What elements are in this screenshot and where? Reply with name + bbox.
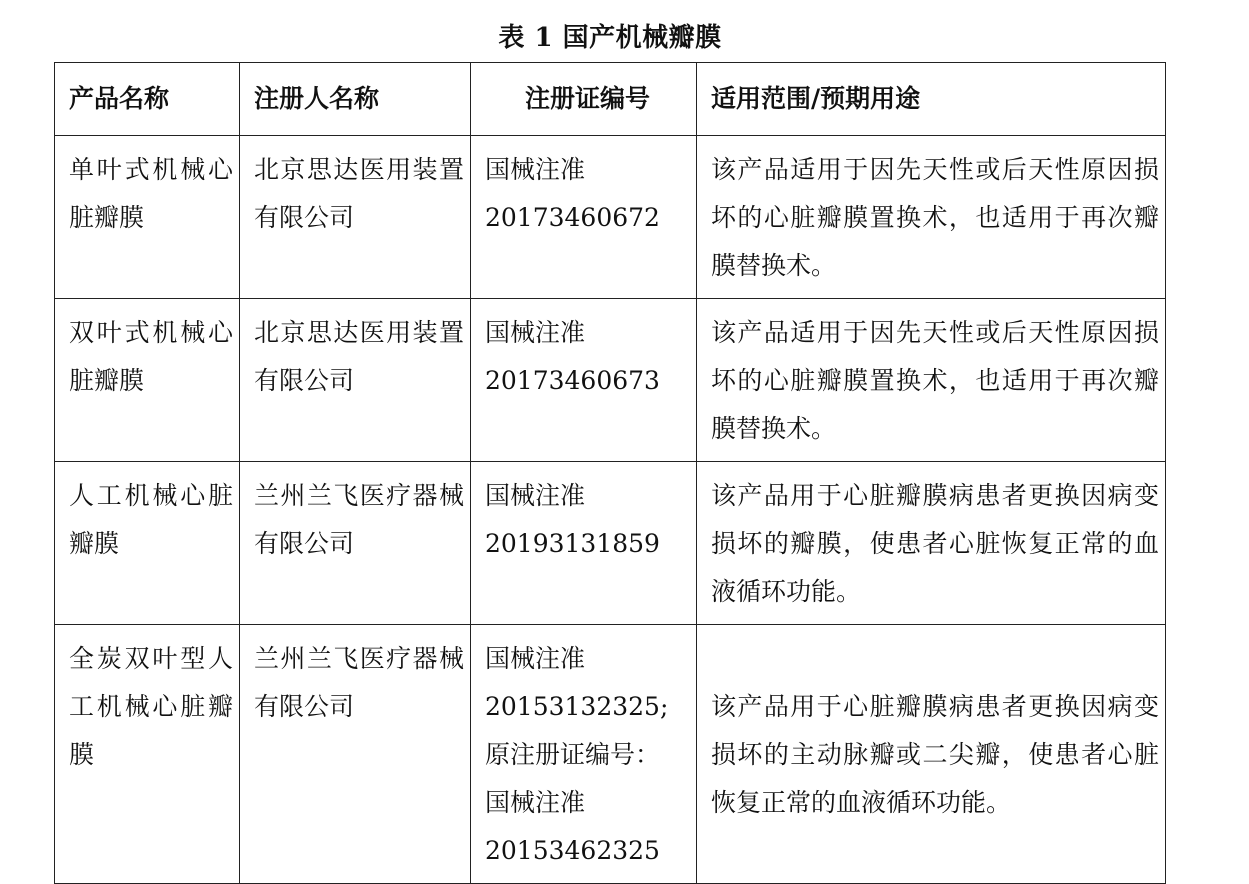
registrant-cell: 兰州兰飞医疗器械有限公司 — [240, 462, 471, 625]
product-name-cell: 全炭双叶型人工机械心脏瓣膜 — [55, 625, 240, 884]
certificate-cell — [471, 625, 697, 884]
header-registrant-name: 注册人名称 — [240, 63, 471, 136]
product-name-cell: 人工机械心脏瓣膜 — [55, 462, 240, 625]
intended-use-cell: 该产品适用于因先天性或后天性原因损坏的心脏瓣膜置换术，也适用于再次瓣膜替换术。 — [697, 136, 1166, 299]
table-row — [55, 462, 1166, 625]
certificate-line: 国械注准 — [485, 788, 586, 817]
certificate-cell — [471, 462, 697, 625]
certificate-line: 原注册证编号： — [485, 740, 661, 769]
certificate-line: 国械注准 — [485, 481, 586, 510]
intended-use-cell: 该产品用于心脏瓣膜病患者更换因病变损坏的主动脉瓣或二尖瓣，使患者心脏恢复正常的血液循环功能。 — [697, 625, 1166, 884]
certificate-cell — [471, 299, 697, 462]
registrant-cell: 北京思达医用装置有限公司 — [240, 299, 471, 462]
header-product-name: 产品名称 — [55, 63, 240, 136]
table-header-row — [55, 63, 1166, 136]
intended-use-cell: 该产品用于心脏瓣膜病患者更换因病变损坏的瓣膜，使患者心脏恢复正常的血液循环功能。 — [697, 462, 1166, 625]
certificate-line: 20173460672 — [485, 203, 660, 232]
certificate-line: 20153132325; — [485, 692, 669, 721]
registrant-cell: 兰州兰飞医疗器械有限公司 — [240, 625, 471, 884]
table-row — [55, 625, 1166, 884]
certificate-cell — [471, 136, 697, 299]
table-row — [55, 299, 1166, 462]
certificate-line: 20173460673 — [485, 366, 660, 395]
table-row — [55, 136, 1166, 299]
certificate-line: 20193131859 — [485, 529, 660, 558]
table-title: 表 1 国产机械瓣膜 — [498, 23, 722, 53]
header-intended-use: 适用范围/预期用途 — [697, 63, 1166, 136]
device-table — [54, 62, 1166, 884]
intended-use-cell: 该产品适用于因先天性或后天性原因损坏的心脏瓣膜置换术，也适用于再次瓣膜替换术。 — [697, 299, 1166, 462]
certificate-line: 国械注准 — [485, 155, 586, 184]
certificate-line: 国械注准 — [485, 318, 586, 347]
registrant-cell: 北京思达医用装置有限公司 — [240, 136, 471, 299]
product-name-cell: 双叶式机械心脏瓣膜 — [55, 299, 240, 462]
certificate-line: 20153462325 — [485, 836, 660, 865]
product-name-cell: 单叶式机械心脏瓣膜 — [55, 136, 240, 299]
certificate-line: 国械注准 — [485, 644, 586, 673]
header-certificate-number: 注册证编号 — [471, 63, 697, 136]
